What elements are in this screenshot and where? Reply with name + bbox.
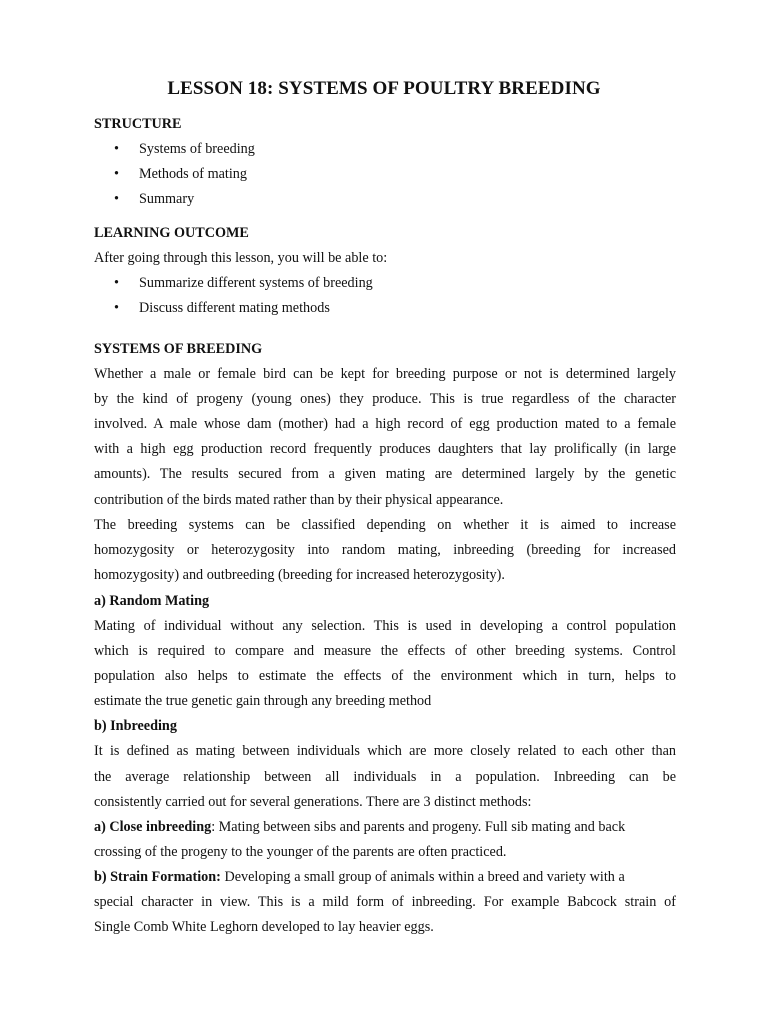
- strain-formation-text: Developing a small group of animals within a breed and variety with a: [220, 869, 625, 885]
- systems-heading: SYSTEMS OF BREEDING: [94, 341, 263, 357]
- paragraph-line: estimate the true genetic gain through any breeding method: [94, 693, 432, 709]
- outcome-item-text: Summarize different systems of breeding: [139, 275, 373, 291]
- random-mating-heading: a) Random Mating: [94, 593, 210, 609]
- paragraph-line: The breeding systems can be classified depending on whether it is aimed to increase: [94, 517, 676, 533]
- paragraph-line: by the kind of progeny (young ones) they produce. This is true regardless of the character: [94, 391, 676, 407]
- paragraph-line: amounts). The results secured from a given mating are determined largely by the genetic: [94, 466, 676, 482]
- learning-outcome-intro: After going through this lesson, you will be able to:: [94, 250, 388, 266]
- paragraph-line: Mating of individual without any selection. This is used in developing a control population: [94, 618, 676, 634]
- strain-formation-line: [94, 868, 676, 886]
- structure-item-text: Systems of breeding: [139, 141, 255, 157]
- paragraph-line: homozygosity or heterozygosity into random mating, inbreeding (breeding for increased: [94, 542, 676, 558]
- paragraph-line: It is defined as mating between individuals which are more closely related to each other than: [94, 743, 676, 759]
- structure-item: • Methods of mating: [114, 166, 247, 182]
- page-title: LESSON 18: SYSTEMS OF POULTRY BREEDING: [167, 78, 601, 99]
- outcome-item: • Summarize different systems of breeding: [114, 275, 373, 291]
- paragraph-line: with a high egg production record frequently produces daughters that lay prolifically (in large: [94, 441, 676, 457]
- outcome-item: • Discuss different mating methods: [114, 300, 330, 316]
- inbreeding-heading: b) Inbreeding: [94, 718, 177, 734]
- paragraph-line: Whether a male or female bird can be kept for breeding purpose or not is determined largely: [94, 366, 676, 382]
- structure-heading: STRUCTURE: [94, 116, 182, 132]
- structure-item-text: Summary: [139, 191, 195, 207]
- paragraph-line: population also helps to estimate the effects of the environment which in turn, helps to: [94, 668, 676, 684]
- learning-outcome-heading: LEARNING OUTCOME: [94, 225, 249, 241]
- structure-item: • Summary: [114, 191, 195, 207]
- structure-item-text: Methods of mating: [139, 166, 247, 182]
- paragraph-line: the average relationship between all individuals in a population. Inbreeding can be: [94, 769, 676, 785]
- paragraph-line: crossing of the progeny to the younger of the parents are often practiced.: [94, 844, 507, 860]
- outcome-item-text: Discuss different mating methods: [139, 300, 330, 316]
- paragraph-line: which is required to compare and measure the effects of other breeding systems. Control: [94, 643, 676, 659]
- structure-item: • Systems of breeding: [114, 141, 255, 157]
- paragraph-line: Single Comb White Leghorn developed to lay heavier eggs.: [94, 919, 434, 935]
- strain-formation-label: b) Strain Formation:: [94, 869, 221, 885]
- close-inbreeding-label: a) Close inbreeding: [94, 819, 212, 835]
- paragraph-line: homozygosity) and outbreeding (breeding for increased heterozygosity).: [94, 567, 505, 583]
- paragraph-line: consistently carried out for several generations. There are 3 distinct methods:: [94, 794, 532, 810]
- close-inbreeding-text: : Mating between sibs and parents and progeny. Full sib mating and back: [211, 819, 626, 835]
- close-inbreeding-line: [94, 818, 676, 836]
- paragraph-line: involved. A male whose dam (mother) had a high record of egg production mated to a female: [94, 416, 676, 432]
- paragraph-line: contribution of the birds mated rather than by their physical appearance.: [94, 492, 504, 508]
- paragraph-line: special character in view. This is a mild form of inbreeding. For example Babcock strain of: [94, 894, 676, 910]
